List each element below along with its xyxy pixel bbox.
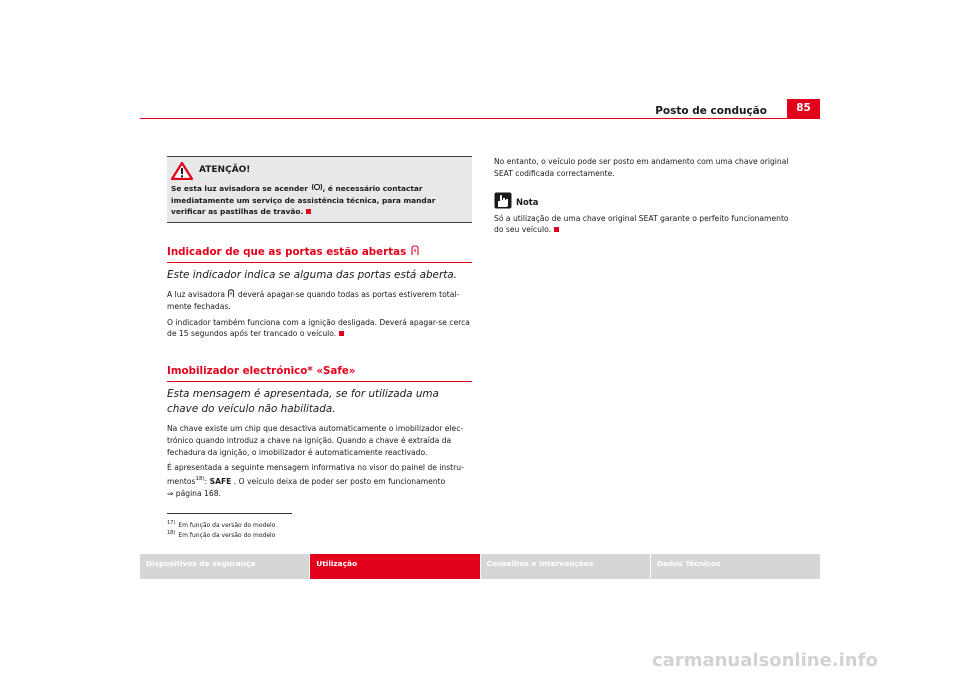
warning-text-part-b: , é necessário contactar imediatamente um serviço de assistência técnica, para mandar verificar as pastilhas de travão.: [171, 184, 436, 217]
page-number: 85: [787, 99, 820, 118]
footnote: [167, 529, 275, 540]
note-header: [494, 192, 799, 209]
tab-dados-tecnicos[interactable]: Dados Técnicos: [651, 554, 820, 579]
display-message-safe: SAFE: [209, 477, 232, 487]
note-title: Nota: [516, 196, 539, 207]
footnote-text: Em função da versão do modelo: [178, 532, 276, 539]
door-open-icon: [410, 245, 420, 256]
header-rule: [140, 118, 820, 119]
paragraph-text: O indicador também funciona com a ignição desligada. Deverá apagar-se cerca de 15 segundos após ter trancado o veículo.: [167, 317, 470, 339]
paragraph: Na chave existe um chip que desactiva automaticamente o imobilizador elec-trónico quando introduz a chave na ignição. Quando a chave é extraída da fechadura da ignição, o imobilizador é automaticamente reactivado.: [167, 424, 464, 457]
section-heading-immobilizer: Imobilizador electrónico* «Safe»: [167, 366, 472, 382]
warning-title: ATENÇÃO!: [199, 165, 251, 176]
note-hand-icon: [494, 192, 512, 209]
section-heading-doors-text: Indicador de que as portas estão abertas: [167, 245, 407, 258]
footnote-ref: 18): [195, 476, 205, 483]
warning-triangle-icon: [171, 162, 193, 180]
paragraph: [167, 317, 472, 341]
note-text-body: Só a utilização de uma chave original SEAT garante o perfeito funcionamento do seu veículo.: [494, 213, 789, 235]
warning-header: [171, 159, 468, 183]
tab-conselhos-e-intervencoes[interactable]: Conselhos e Intervenções: [481, 554, 650, 579]
end-mark: [306, 209, 311, 214]
page-header-title: Posto de condução: [655, 105, 767, 117]
paragraph-part: . O veículo deixa de poder ser posto em funcionamento: [231, 477, 446, 487]
watermark: carmanualsonline.info: [652, 650, 878, 671]
tab-dispositivos-de-seguranca[interactable]: Dispositivos de segurança: [140, 554, 309, 579]
end-mark: [339, 331, 344, 336]
footnote-text: Em função da versão do modelo: [178, 522, 276, 529]
paragraph-part: É apresentada a seguinte mensagem informativa no visor do painel de instru-mentos: [167, 463, 464, 487]
end-mark: [554, 227, 559, 232]
section-intro-immobilizer: Esta mensagem é apresentada, se for utilizada uma chave do veículo não habilitada.: [167, 388, 439, 415]
right-column: [494, 156, 799, 240]
paragraph: [167, 289, 472, 313]
paragraph-part: deverá apagar-se quando todas as portas estiverem total-mente fechadas.: [167, 290, 460, 311]
paragraph: [167, 462, 472, 499]
paragraph: No entanto, o veículo pode ser posto em andamento com uma chave original SEAT codificada correctamente.: [494, 157, 789, 178]
left-column: [167, 156, 472, 504]
paragraph-part: A luz avisadora: [167, 290, 228, 300]
footer-tabs: [140, 554, 820, 579]
warning-text: [171, 183, 468, 218]
paragraph-part: :: [204, 477, 210, 487]
section-intro-doors: Este indicador indica se alguma das portas está aberta.: [167, 268, 457, 281]
warning-box: [167, 156, 472, 223]
warning-text-part-a: Se esta luz avisadora se acender: [171, 184, 311, 193]
footnote-number: 18): [167, 530, 176, 536]
page-reference-link[interactable]: ⇒ página 168.: [167, 489, 221, 499]
note-text: [494, 213, 799, 237]
brake-pad-icon: [311, 183, 323, 191]
footnote-rule: [167, 513, 292, 514]
footnote-number: 17): [167, 520, 176, 526]
section-heading-doors: [167, 245, 472, 263]
tab-utilizacao[interactable]: Utilização: [310, 554, 479, 579]
